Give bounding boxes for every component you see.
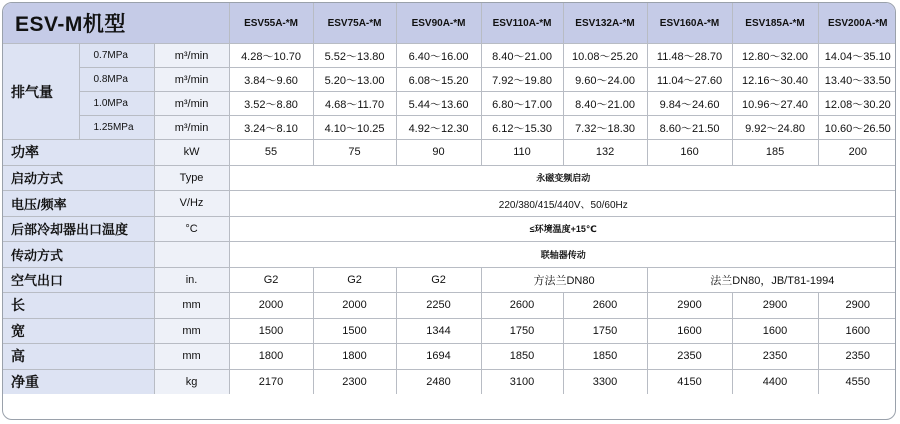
model-header: ESV75A-*M (313, 3, 396, 44)
flow-value: 4.68～11.70 (313, 92, 396, 116)
length-value: 2900 (818, 293, 896, 319)
flow-value: 7.32～18.30 (563, 116, 647, 140)
flow-row (3, 44, 896, 68)
width-value: 1500 (229, 318, 313, 344)
weight-value: 4400 (732, 369, 818, 394)
weight-value: 4550 (818, 369, 896, 394)
outlet-label: 空气出口 (3, 267, 154, 293)
power-value: 55 (229, 140, 313, 166)
unit-cell: °C (154, 216, 229, 242)
weight-value: 2300 (313, 369, 396, 394)
unit-cell: m³/min (154, 68, 229, 92)
outlet-value: G2 (313, 267, 396, 293)
model-header: ESV185A-*M (732, 3, 818, 44)
flow-value: 10.60～26.50 (818, 116, 896, 140)
flow-value: 12.80～32.00 (732, 44, 818, 68)
width-value: 1344 (396, 318, 481, 344)
flow-value: 6.08～15.20 (396, 68, 481, 92)
width-value: 1600 (647, 318, 732, 344)
unit-cell: kW (154, 140, 229, 166)
flow-row (3, 116, 896, 140)
flow-value: 11.04～27.60 (647, 68, 732, 92)
drive-label: 传动方式 (3, 242, 154, 268)
model-header: ESV110A-*M (481, 3, 563, 44)
flow-value: 5.44～13.60 (396, 92, 481, 116)
flow-value: 11.48～28.70 (647, 44, 732, 68)
unit-cell: m³/min (154, 116, 229, 140)
length-value: 2900 (732, 293, 818, 319)
spec-table-frame (2, 2, 896, 420)
series-title: ESV-M机型 (3, 3, 229, 44)
start-row (3, 165, 896, 191)
spec-table (3, 3, 896, 394)
height-value: 1694 (396, 344, 481, 370)
length-value: 2600 (481, 293, 563, 319)
unit-cell: m³/min (154, 44, 229, 68)
height-value: 2350 (818, 344, 896, 370)
outlet-value: G2 (229, 267, 313, 293)
unit-cell: kg (154, 369, 229, 394)
flow-value: 4.10～10.25 (313, 116, 396, 140)
power-value: 160 (647, 140, 732, 166)
height-value: 2350 (647, 344, 732, 370)
temp-row (3, 216, 896, 242)
power-value: 90 (396, 140, 481, 166)
width-row (3, 318, 896, 344)
model-header: ESV90A-*M (396, 3, 481, 44)
flow-value: 5.52～13.80 (313, 44, 396, 68)
power-value: 75 (313, 140, 396, 166)
flow-value: 3.84～9.60 (229, 68, 313, 92)
length-row (3, 293, 896, 319)
weight-row (3, 369, 896, 394)
power-row (3, 140, 896, 166)
model-header: ESV132A-*M (563, 3, 647, 44)
flow-value: 8.40～21.00 (563, 92, 647, 116)
flow-value: 3.52～8.80 (229, 92, 313, 116)
drive-value: 联轴器传动 (229, 242, 896, 268)
power-label: 功率 (3, 140, 154, 166)
length-value: 2000 (313, 293, 396, 319)
flow-value: 5.20～13.00 (313, 68, 396, 92)
voltage-value: 220/380/415/440V、50/60Hz (229, 191, 896, 217)
outlet-value: 法兰DN80，JB/T81-1994 (647, 267, 896, 293)
start-label: 启动方式 (3, 165, 154, 191)
flow-row (3, 92, 896, 116)
pressure-label: 1.25MPa (79, 116, 154, 140)
flow-value: 4.28～10.70 (229, 44, 313, 68)
header-row (3, 3, 896, 44)
power-value: 110 (481, 140, 563, 166)
width-value: 1600 (732, 318, 818, 344)
height-value: 1850 (481, 344, 563, 370)
width-value: 1500 (313, 318, 396, 344)
unit-cell: mm (154, 344, 229, 370)
flow-value: 9.84～24.60 (647, 92, 732, 116)
length-value: 2600 (563, 293, 647, 319)
unit-cell: m³/min (154, 92, 229, 116)
flow-value: 9.92～24.80 (732, 116, 818, 140)
power-value: 132 (563, 140, 647, 166)
width-value: 1750 (563, 318, 647, 344)
flow-value: 9.60～24.00 (563, 68, 647, 92)
unit-cell: mm (154, 318, 229, 344)
flow-value: 3.24～8.10 (229, 116, 313, 140)
outlet-value: 方法兰DN80 (481, 267, 647, 293)
length-value: 2900 (647, 293, 732, 319)
weight-value: 2480 (396, 369, 481, 394)
height-value: 1800 (229, 344, 313, 370)
flow-value: 10.96～27.40 (732, 92, 818, 116)
outlet-row (3, 267, 896, 293)
flow-value: 12.08～30.20 (818, 92, 896, 116)
flow-label: 排气量 (3, 44, 79, 140)
weight-value: 3300 (563, 369, 647, 394)
length-value: 2000 (229, 293, 313, 319)
height-value: 1850 (563, 344, 647, 370)
unit-cell: Type (154, 165, 229, 191)
flow-value: 12.16～30.40 (732, 68, 818, 92)
height-value: 1800 (313, 344, 396, 370)
temp-label: 后部冷却器出口温度 (3, 216, 154, 242)
model-header: ESV200A-*M (818, 3, 896, 44)
width-value: 1600 (818, 318, 896, 344)
width-value: 1750 (481, 318, 563, 344)
flow-row (3, 68, 896, 92)
temp-value: ≤环境温度+15℃ (229, 216, 896, 242)
flow-value: 8.40～21.00 (481, 44, 563, 68)
pressure-label: 1.0MPa (79, 92, 154, 116)
height-row (3, 344, 896, 370)
start-value: 永磁变频启动 (229, 165, 896, 191)
model-header: ESV55A-*M (229, 3, 313, 44)
voltage-label: 电压/频率 (3, 191, 154, 217)
power-value: 185 (732, 140, 818, 166)
width-label: 宽 (3, 318, 154, 344)
unit-cell: in. (154, 267, 229, 293)
flow-value: 6.80～17.00 (481, 92, 563, 116)
flow-value: 4.92～12.30 (396, 116, 481, 140)
unit-cell: mm (154, 293, 229, 319)
flow-value: 6.40～16.00 (396, 44, 481, 68)
drive-row (3, 242, 896, 268)
flow-value: 7.92～19.80 (481, 68, 563, 92)
outlet-value: G2 (396, 267, 481, 293)
height-value: 2350 (732, 344, 818, 370)
model-header: ESV160A-*M (647, 3, 732, 44)
voltage-row (3, 191, 896, 217)
weight-value: 3100 (481, 369, 563, 394)
weight-value: 4150 (647, 369, 732, 394)
weight-value: 2170 (229, 369, 313, 394)
height-label: 高 (3, 344, 154, 370)
power-value: 200 (818, 140, 896, 166)
flow-value: 13.40～33.50 (818, 68, 896, 92)
flow-value: 8.60～21.50 (647, 116, 732, 140)
pressure-label: 0.7MPa (79, 44, 154, 68)
length-label: 长 (3, 293, 154, 319)
flow-value: 14.04～35.10 (818, 44, 896, 68)
pressure-label: 0.8MPa (79, 68, 154, 92)
flow-value: 6.12～15.30 (481, 116, 563, 140)
weight-label: 净重 (3, 369, 154, 394)
length-value: 2250 (396, 293, 481, 319)
unit-cell: V/Hz (154, 191, 229, 217)
flow-value: 10.08～25.20 (563, 44, 647, 68)
unit-cell (154, 242, 229, 268)
